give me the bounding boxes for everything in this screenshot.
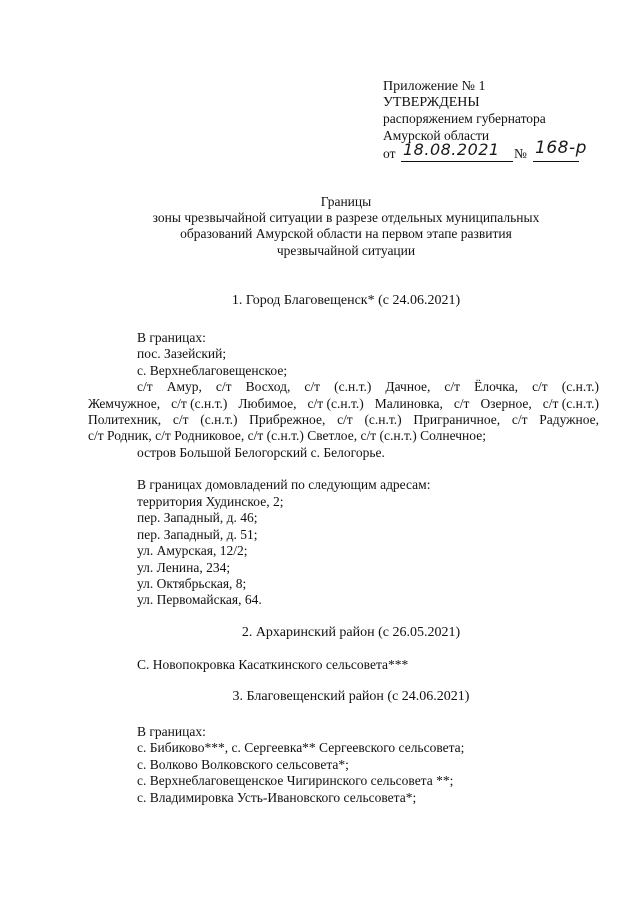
section-3-heading: 3. Благовещенский район (с 24.06.2021): [232, 689, 470, 704]
word: Озерное,: [480, 396, 532, 411]
order-line-1: распоряжением губернатора: [383, 111, 546, 126]
word: с/т (с.н.т.): [542, 396, 599, 411]
appendix-label: Приложение № 1: [383, 79, 486, 94]
word: Восход,: [245, 379, 291, 394]
word: Ёлочка,: [474, 379, 519, 394]
address-item: ул. Амурская, 12/2;: [137, 543, 248, 558]
word: Амур,: [166, 379, 202, 394]
word: с/т: [304, 379, 321, 394]
section-1-line-2: с. Верхнеблаговещенское;: [137, 363, 288, 378]
section-1-para-line-2: [88, 396, 599, 412]
approved-label: УТВЕРЖДЕНЫ: [383, 95, 480, 110]
section-3-in-bounds: В границах:: [137, 724, 206, 739]
section-1-heading: 1. Город Благовещенск* (с 24.06.2021): [231, 293, 461, 308]
section-3-item: с. Волково Волковского сельсовета*;: [137, 757, 349, 772]
word: с/т (с.н.т.): [307, 396, 364, 411]
section-3-item: с. Владимировка Усть-Ивановского сельсовета*;: [137, 790, 417, 805]
section-2-heading: 2. Архаринский район (с 26.05.2021): [241, 625, 461, 640]
section-1-para-line-3: [88, 412, 599, 428]
word: Жемчужное,: [88, 396, 161, 411]
word: Дачное,: [385, 379, 431, 394]
word: (с.н.т.): [334, 379, 372, 394]
title-line-4: чрезвычайной ситуации: [276, 243, 416, 258]
section-3-item: с. Бибиково***, с. Сергеевка** Сергеевского сельсовета;: [137, 740, 465, 755]
word: Политехник,: [88, 412, 162, 427]
number-prefix: №: [514, 146, 527, 161]
word: Малиновка,: [374, 396, 443, 411]
households-heading: В границах домовладений по следующим адресам:: [137, 477, 431, 492]
section-1-para-line-4: с/т Родник, с/т Родниковое, с/т (с.н.т.) Светлое, с/т (с.н.т.) Солнечное;: [88, 428, 486, 443]
word: Прибрежное,: [249, 412, 326, 427]
word: (с.н.т.): [364, 412, 402, 427]
section-1-in-bounds: В границах:: [137, 330, 206, 345]
title-line-2: зоны чрезвычайной ситуации в разрезе отдельных муниципальных: [152, 210, 540, 225]
title-line-3: образований Амурской области на первом этапе развития: [180, 226, 512, 241]
section-1-para-line-5: остров Большой Белогорский с. Белогорье.: [137, 445, 385, 460]
word: с/т: [337, 412, 353, 427]
word: Любимое,: [238, 396, 297, 411]
number-underline: [533, 161, 579, 162]
word: с/т: [511, 412, 528, 427]
word: с/т: [137, 379, 153, 394]
word: с/т: [215, 379, 232, 394]
word: с/т (с.н.т.): [171, 396, 228, 411]
word: с/т: [172, 412, 189, 427]
section-1-line-1: пос. Зазейский;: [137, 346, 227, 361]
section-1-para-line-1: [137, 379, 599, 395]
section-3-item: с. Верхнеблаговещенское Чигиринского сельсовета **;: [137, 773, 454, 788]
date-underline: [401, 161, 513, 162]
order-date-number-line: [383, 138, 613, 164]
order-line-2: Амурской области: [383, 128, 490, 143]
address-item: ул. Ленина, 234;: [137, 560, 231, 575]
handwritten-date: 18.08.2021: [403, 140, 500, 159]
address-item: территория Худинское, 2;: [137, 494, 284, 509]
section-2-line-1: С. Новопокровка Касаткинского сельсовета***: [137, 657, 409, 672]
word: Радужное,: [539, 412, 599, 427]
title-line-1: Границы: [320, 194, 372, 209]
address-item: ул. Октябрьская, 8;: [137, 576, 247, 591]
handwritten-number: 168-р: [535, 138, 587, 158]
address-item: ул. Первомайская, 64.: [137, 592, 262, 607]
word: (с.н.т.): [561, 379, 599, 394]
word: (с.н.т.): [200, 412, 238, 427]
word: Приграничное,: [413, 412, 501, 427]
address-item: пер. Западный, д. 46;: [137, 510, 258, 525]
word: с/т: [444, 379, 461, 394]
address-item: пер. Западный, д. 51;: [137, 527, 258, 542]
date-prefix: от: [383, 146, 396, 161]
word: с/т: [453, 396, 470, 411]
word: с/т: [532, 379, 548, 394]
